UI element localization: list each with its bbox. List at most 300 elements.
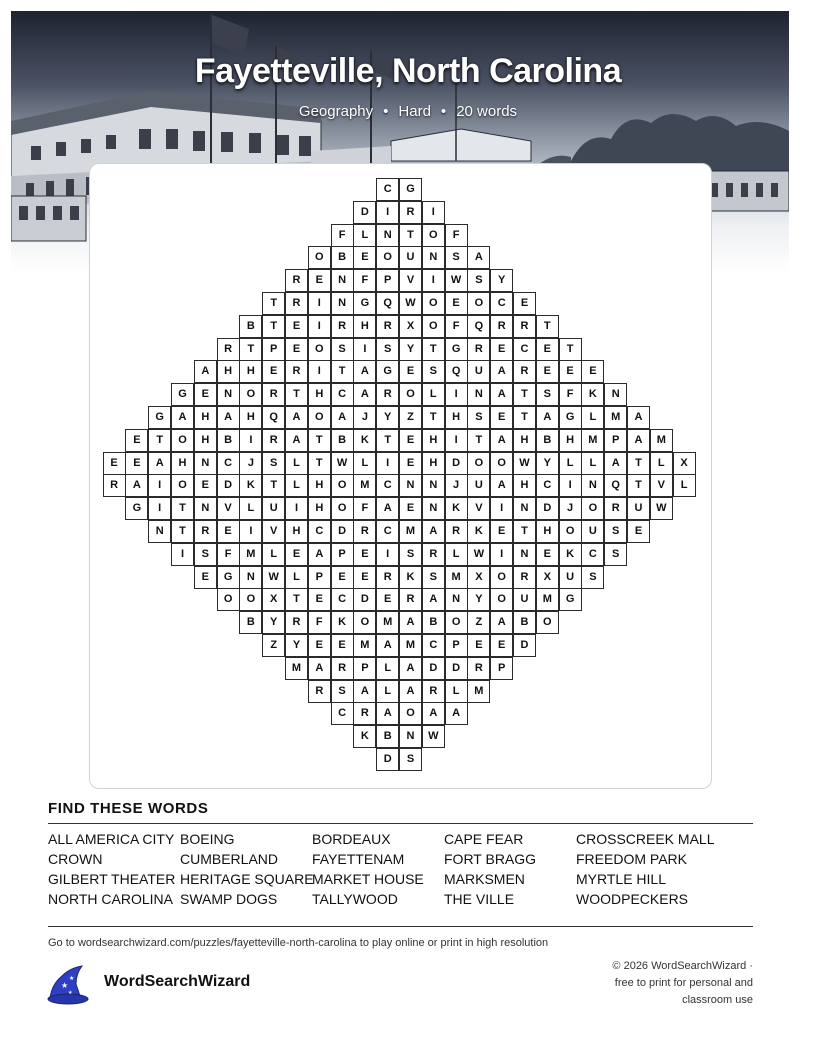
- grid-cell[interactable]: G: [217, 566, 240, 589]
- grid-cell[interactable]: E: [467, 634, 490, 657]
- grid-cell[interactable]: C: [331, 588, 354, 611]
- grid-cell[interactable]: E: [559, 360, 582, 383]
- grid-cell[interactable]: F: [445, 315, 468, 338]
- grid-cell[interactable]: U: [513, 588, 536, 611]
- grid-cell[interactable]: H: [536, 520, 559, 543]
- grid-cell[interactable]: C: [513, 338, 536, 361]
- grid-cell[interactable]: C: [331, 383, 354, 406]
- grid-cell[interactable]: R: [353, 520, 376, 543]
- grid-cell[interactable]: J: [353, 406, 376, 429]
- grid-cell[interactable]: A: [399, 680, 422, 703]
- grid-cell[interactable]: Y: [399, 338, 422, 361]
- grid-cell[interactable]: T: [171, 520, 194, 543]
- grid-cell[interactable]: O: [581, 497, 604, 520]
- grid-cell[interactable]: P: [308, 566, 331, 589]
- grid-cell[interactable]: W: [467, 543, 490, 566]
- grid-cell[interactable]: I: [376, 452, 399, 475]
- grid-cell[interactable]: K: [399, 566, 422, 589]
- grid-cell[interactable]: O: [217, 588, 240, 611]
- grid-cell[interactable]: I: [445, 429, 468, 452]
- grid-cell[interactable]: A: [285, 406, 308, 429]
- grid-cell[interactable]: I: [445, 383, 468, 406]
- grid-cell[interactable]: D: [353, 588, 376, 611]
- grid-cell[interactable]: G: [559, 588, 582, 611]
- grid-cell[interactable]: K: [581, 383, 604, 406]
- grid-cell[interactable]: N: [331, 292, 354, 315]
- grid-cell[interactable]: L: [262, 543, 285, 566]
- grid-cell[interactable]: E: [308, 634, 331, 657]
- grid-cell[interactable]: R: [285, 292, 308, 315]
- grid-cell[interactable]: N: [422, 474, 445, 497]
- grid-cell[interactable]: I: [308, 360, 331, 383]
- grid-cell[interactable]: A: [217, 406, 240, 429]
- grid-cell[interactable]: I: [376, 201, 399, 224]
- grid-cell[interactable]: U: [559, 566, 582, 589]
- grid-cell[interactable]: F: [331, 224, 354, 247]
- grid-cell[interactable]: X: [399, 315, 422, 338]
- grid-cell[interactable]: G: [171, 383, 194, 406]
- grid-cell[interactable]: T: [262, 315, 285, 338]
- grid-cell[interactable]: D: [331, 520, 354, 543]
- grid-cell[interactable]: Q: [467, 315, 490, 338]
- grid-cell[interactable]: S: [445, 246, 468, 269]
- grid-cell[interactable]: S: [331, 338, 354, 361]
- grid-cell[interactable]: E: [627, 520, 650, 543]
- grid-cell[interactable]: T: [627, 452, 650, 475]
- grid-cell[interactable]: W: [399, 292, 422, 315]
- grid-cell[interactable]: A: [422, 520, 445, 543]
- grid-cell[interactable]: T: [559, 338, 582, 361]
- grid-cell[interactable]: R: [490, 315, 513, 338]
- grid-cell[interactable]: C: [536, 474, 559, 497]
- grid-cell[interactable]: T: [627, 474, 650, 497]
- grid-cell[interactable]: E: [194, 474, 217, 497]
- grid-cell[interactable]: A: [399, 611, 422, 634]
- grid-cell[interactable]: R: [353, 702, 376, 725]
- grid-cell[interactable]: E: [285, 315, 308, 338]
- grid-cell[interactable]: L: [353, 224, 376, 247]
- grid-cell[interactable]: R: [331, 657, 354, 680]
- grid-cell[interactable]: J: [239, 452, 262, 475]
- grid-cell[interactable]: O: [171, 429, 194, 452]
- grid-cell[interactable]: M: [604, 406, 627, 429]
- grid-cell[interactable]: H: [239, 406, 262, 429]
- grid-cell[interactable]: H: [513, 474, 536, 497]
- grid-cell[interactable]: H: [422, 452, 445, 475]
- grid-cell[interactable]: R: [262, 383, 285, 406]
- grid-cell[interactable]: L: [559, 452, 582, 475]
- grid-cell[interactable]: E: [399, 497, 422, 520]
- grid-cell[interactable]: D: [353, 201, 376, 224]
- grid-cell[interactable]: L: [422, 383, 445, 406]
- grid-cell[interactable]: I: [376, 543, 399, 566]
- grid-cell[interactable]: I: [559, 474, 582, 497]
- grid-cell[interactable]: E: [399, 452, 422, 475]
- grid-cell[interactable]: A: [376, 702, 399, 725]
- grid-cell[interactable]: F: [353, 497, 376, 520]
- grid-cell[interactable]: I: [308, 315, 331, 338]
- grid-cell[interactable]: Y: [536, 452, 559, 475]
- grid-cell[interactable]: H: [194, 429, 217, 452]
- grid-cell[interactable]: M: [353, 634, 376, 657]
- grid-cell[interactable]: G: [399, 178, 422, 201]
- grid-cell[interactable]: R: [262, 429, 285, 452]
- grid-cell[interactable]: E: [399, 360, 422, 383]
- grid-cell[interactable]: C: [376, 520, 399, 543]
- grid-cell[interactable]: I: [308, 292, 331, 315]
- grid-cell[interactable]: T: [422, 338, 445, 361]
- grid-cell[interactable]: L: [650, 452, 673, 475]
- grid-cell[interactable]: T: [239, 338, 262, 361]
- grid-cell[interactable]: R: [194, 520, 217, 543]
- grid-cell[interactable]: B: [239, 611, 262, 634]
- grid-cell[interactable]: G: [376, 360, 399, 383]
- grid-cell[interactable]: H: [308, 383, 331, 406]
- grid-cell[interactable]: H: [171, 452, 194, 475]
- grid-cell[interactable]: E: [581, 360, 604, 383]
- grid-cell[interactable]: O: [536, 611, 559, 634]
- grid-cell[interactable]: T: [285, 588, 308, 611]
- grid-cell[interactable]: T: [308, 429, 331, 452]
- grid-cell[interactable]: D: [445, 657, 468, 680]
- grid-cell[interactable]: S: [467, 269, 490, 292]
- grid-cell[interactable]: T: [513, 520, 536, 543]
- grid-cell[interactable]: M: [399, 634, 422, 657]
- grid-cell[interactable]: K: [331, 611, 354, 634]
- grid-cell[interactable]: H: [422, 429, 445, 452]
- grid-cell[interactable]: R: [467, 338, 490, 361]
- grid-cell[interactable]: G: [125, 497, 148, 520]
- grid-cell[interactable]: X: [536, 566, 559, 589]
- grid-cell[interactable]: A: [194, 360, 217, 383]
- grid-cell[interactable]: N: [399, 474, 422, 497]
- grid-cell[interactable]: A: [627, 406, 650, 429]
- grid-cell[interactable]: A: [490, 360, 513, 383]
- grid-cell[interactable]: T: [285, 383, 308, 406]
- grid-cell[interactable]: E: [353, 566, 376, 589]
- grid-cell[interactable]: E: [445, 292, 468, 315]
- grid-cell[interactable]: U: [581, 520, 604, 543]
- grid-cell[interactable]: P: [445, 634, 468, 657]
- grid-cell[interactable]: E: [262, 360, 285, 383]
- grid-cell[interactable]: G: [445, 338, 468, 361]
- grid-cell[interactable]: Y: [376, 406, 399, 429]
- grid-cell[interactable]: P: [604, 429, 627, 452]
- grid-cell[interactable]: O: [239, 588, 262, 611]
- grid-cell[interactable]: D: [513, 634, 536, 657]
- grid-cell[interactable]: Q: [376, 292, 399, 315]
- grid-cell[interactable]: A: [399, 657, 422, 680]
- grid-cell[interactable]: S: [376, 338, 399, 361]
- grid-cell[interactable]: O: [308, 338, 331, 361]
- grid-cell[interactable]: C: [581, 543, 604, 566]
- grid-cell[interactable]: L: [673, 474, 696, 497]
- grid-cell[interactable]: E: [536, 338, 559, 361]
- grid-cell[interactable]: W: [331, 452, 354, 475]
- grid-cell[interactable]: W: [513, 452, 536, 475]
- grid-cell[interactable]: M: [239, 543, 262, 566]
- grid-cell[interactable]: O: [376, 246, 399, 269]
- grid-cell[interactable]: R: [308, 680, 331, 703]
- grid-cell[interactable]: U: [399, 246, 422, 269]
- grid-cell[interactable]: S: [536, 383, 559, 406]
- grid-cell[interactable]: A: [422, 702, 445, 725]
- grid-cell[interactable]: E: [194, 383, 217, 406]
- grid-cell[interactable]: R: [285, 360, 308, 383]
- grid-cell[interactable]: V: [399, 269, 422, 292]
- grid-cell[interactable]: O: [490, 566, 513, 589]
- grid-cell[interactable]: X: [262, 588, 285, 611]
- grid-cell[interactable]: O: [239, 383, 262, 406]
- grid-cell[interactable]: O: [353, 611, 376, 634]
- grid-cell[interactable]: O: [445, 611, 468, 634]
- grid-cell[interactable]: R: [513, 360, 536, 383]
- grid-cell[interactable]: A: [353, 383, 376, 406]
- grid-cell[interactable]: S: [262, 452, 285, 475]
- grid-cell[interactable]: U: [262, 497, 285, 520]
- grid-cell[interactable]: E: [194, 566, 217, 589]
- grid-cell[interactable]: S: [331, 680, 354, 703]
- grid-cell[interactable]: T: [467, 429, 490, 452]
- grid-cell[interactable]: A: [376, 634, 399, 657]
- grid-cell[interactable]: L: [445, 543, 468, 566]
- grid-cell[interactable]: L: [285, 452, 308, 475]
- grid-cell[interactable]: R: [285, 269, 308, 292]
- grid-cell[interactable]: S: [399, 748, 422, 771]
- grid-cell[interactable]: H: [217, 360, 240, 383]
- grid-cell[interactable]: I: [148, 474, 171, 497]
- grid-cell[interactable]: H: [239, 360, 262, 383]
- grid-cell[interactable]: L: [239, 497, 262, 520]
- grid-cell[interactable]: A: [490, 383, 513, 406]
- grid-cell[interactable]: X: [467, 566, 490, 589]
- grid-cell[interactable]: A: [171, 406, 194, 429]
- grid-cell[interactable]: V: [217, 497, 240, 520]
- grid-cell[interactable]: E: [536, 543, 559, 566]
- grid-cell[interactable]: N: [399, 725, 422, 748]
- grid-cell[interactable]: V: [262, 520, 285, 543]
- grid-cell[interactable]: E: [536, 360, 559, 383]
- grid-cell[interactable]: E: [490, 406, 513, 429]
- grid-cell[interactable]: A: [308, 657, 331, 680]
- grid-cell[interactable]: M: [650, 429, 673, 452]
- grid-cell[interactable]: D: [536, 497, 559, 520]
- grid-cell[interactable]: L: [445, 680, 468, 703]
- grid-cell[interactable]: R: [513, 566, 536, 589]
- grid-cell[interactable]: E: [490, 338, 513, 361]
- grid-cell[interactable]: N: [194, 452, 217, 475]
- grid-cell[interactable]: Y: [467, 588, 490, 611]
- grid-cell[interactable]: H: [445, 406, 468, 429]
- grid-cell[interactable]: G: [148, 406, 171, 429]
- grid-cell[interactable]: Z: [399, 406, 422, 429]
- grid-cell[interactable]: B: [331, 246, 354, 269]
- grid-cell[interactable]: D: [217, 474, 240, 497]
- grid-cell[interactable]: M: [467, 680, 490, 703]
- grid-cell[interactable]: K: [353, 429, 376, 452]
- grid-cell[interactable]: O: [308, 246, 331, 269]
- grid-cell[interactable]: O: [422, 292, 445, 315]
- grid-cell[interactable]: K: [239, 474, 262, 497]
- grid-cell[interactable]: R: [103, 474, 126, 497]
- grid-cell[interactable]: O: [422, 315, 445, 338]
- grid-cell[interactable]: G: [559, 406, 582, 429]
- grid-cell[interactable]: Y: [262, 611, 285, 634]
- grid-cell[interactable]: I: [422, 201, 445, 224]
- grid-cell[interactable]: L: [353, 452, 376, 475]
- grid-cell[interactable]: R: [467, 657, 490, 680]
- grid-cell[interactable]: W: [422, 725, 445, 748]
- grid-cell[interactable]: A: [376, 497, 399, 520]
- grid-cell[interactable]: H: [353, 315, 376, 338]
- grid-cell[interactable]: A: [490, 429, 513, 452]
- grid-cell[interactable]: O: [171, 474, 194, 497]
- grid-cell[interactable]: R: [422, 680, 445, 703]
- grid-cell[interactable]: N: [331, 269, 354, 292]
- grid-cell[interactable]: N: [513, 497, 536, 520]
- grid-cell[interactable]: C: [331, 702, 354, 725]
- grid-cell[interactable]: W: [650, 497, 673, 520]
- grid-cell[interactable]: I: [422, 269, 445, 292]
- grid-cell[interactable]: Y: [490, 269, 513, 292]
- grid-cell[interactable]: A: [353, 360, 376, 383]
- grid-cell[interactable]: S: [399, 543, 422, 566]
- grid-cell[interactable]: T: [262, 292, 285, 315]
- grid-cell[interactable]: E: [331, 566, 354, 589]
- grid-cell[interactable]: S: [467, 406, 490, 429]
- grid-cell[interactable]: S: [604, 543, 627, 566]
- grid-cell[interactable]: T: [331, 360, 354, 383]
- grid-cell[interactable]: A: [125, 474, 148, 497]
- grid-cell[interactable]: A: [490, 611, 513, 634]
- grid-cell[interactable]: C: [308, 520, 331, 543]
- grid-cell[interactable]: P: [490, 657, 513, 680]
- grid-cell[interactable]: B: [422, 611, 445, 634]
- grid-cell[interactable]: E: [125, 429, 148, 452]
- grid-cell[interactable]: N: [422, 497, 445, 520]
- grid-cell[interactable]: L: [285, 566, 308, 589]
- grid-cell[interactable]: O: [467, 292, 490, 315]
- grid-cell[interactable]: T: [376, 429, 399, 452]
- grid-cell[interactable]: M: [445, 566, 468, 589]
- grid-cell[interactable]: T: [422, 406, 445, 429]
- grid-cell[interactable]: T: [513, 406, 536, 429]
- grid-cell[interactable]: A: [445, 702, 468, 725]
- grid-cell[interactable]: B: [331, 429, 354, 452]
- grid-cell[interactable]: I: [353, 338, 376, 361]
- grid-cell[interactable]: I: [148, 497, 171, 520]
- grid-cell[interactable]: E: [125, 452, 148, 475]
- grid-cell[interactable]: C: [376, 474, 399, 497]
- grid-cell[interactable]: A: [467, 246, 490, 269]
- grid-cell[interactable]: R: [376, 566, 399, 589]
- grid-cell[interactable]: B: [217, 429, 240, 452]
- grid-cell[interactable]: F: [353, 269, 376, 292]
- grid-cell[interactable]: A: [604, 452, 627, 475]
- grid-cell[interactable]: R: [604, 497, 627, 520]
- grid-cell[interactable]: Q: [262, 406, 285, 429]
- grid-cell[interactable]: K: [445, 497, 468, 520]
- grid-cell[interactable]: T: [399, 224, 422, 247]
- grid-cell[interactable]: P: [353, 657, 376, 680]
- grid-cell[interactable]: C: [490, 292, 513, 315]
- grid-cell[interactable]: L: [376, 680, 399, 703]
- grid-cell[interactable]: F: [308, 611, 331, 634]
- grid-cell[interactable]: I: [239, 520, 262, 543]
- grid-cell[interactable]: P: [262, 338, 285, 361]
- grid-cell[interactable]: R: [399, 588, 422, 611]
- grid-cell[interactable]: A: [331, 406, 354, 429]
- grid-cell[interactable]: S: [604, 520, 627, 543]
- grid-cell[interactable]: F: [559, 383, 582, 406]
- grid-cell[interactable]: T: [308, 452, 331, 475]
- grid-cell[interactable]: B: [536, 429, 559, 452]
- grid-cell[interactable]: C: [376, 178, 399, 201]
- grid-cell[interactable]: T: [148, 429, 171, 452]
- grid-cell[interactable]: E: [285, 543, 308, 566]
- grid-cell[interactable]: N: [445, 588, 468, 611]
- grid-cell[interactable]: H: [559, 429, 582, 452]
- grid-cell[interactable]: M: [353, 474, 376, 497]
- grid-cell[interactable]: O: [399, 702, 422, 725]
- grid-cell[interactable]: S: [194, 543, 217, 566]
- grid-cell[interactable]: E: [285, 338, 308, 361]
- grid-cell[interactable]: I: [285, 497, 308, 520]
- grid-cell[interactable]: A: [285, 429, 308, 452]
- grid-cell[interactable]: Z: [262, 634, 285, 657]
- grid-cell[interactable]: L: [285, 474, 308, 497]
- grid-cell[interactable]: O: [422, 224, 445, 247]
- grid-cell[interactable]: O: [331, 474, 354, 497]
- grid-cell[interactable]: N: [604, 383, 627, 406]
- grid-cell[interactable]: D: [422, 657, 445, 680]
- grid-cell[interactable]: U: [467, 474, 490, 497]
- grid-cell[interactable]: U: [467, 360, 490, 383]
- grid-cell[interactable]: L: [376, 657, 399, 680]
- grid-cell[interactable]: M: [581, 429, 604, 452]
- grid-cell[interactable]: A: [148, 452, 171, 475]
- grid-cell[interactable]: R: [331, 315, 354, 338]
- grid-cell[interactable]: T: [513, 383, 536, 406]
- grid-cell[interactable]: C: [217, 452, 240, 475]
- grid-cell[interactable]: D: [376, 748, 399, 771]
- grid-cell[interactable]: H: [513, 429, 536, 452]
- grid-cell[interactable]: R: [376, 383, 399, 406]
- grid-cell[interactable]: I: [239, 429, 262, 452]
- grid-cell[interactable]: N: [217, 383, 240, 406]
- grid-cell[interactable]: M: [536, 588, 559, 611]
- grid-cell[interactable]: O: [490, 588, 513, 611]
- grid-cell[interactable]: N: [422, 246, 445, 269]
- grid-cell[interactable]: V: [650, 474, 673, 497]
- grid-cell[interactable]: E: [217, 520, 240, 543]
- grid-cell[interactable]: I: [171, 543, 194, 566]
- grid-cell[interactable]: N: [239, 566, 262, 589]
- grid-cell[interactable]: R: [422, 543, 445, 566]
- grid-cell[interactable]: O: [490, 452, 513, 475]
- grid-cell[interactable]: N: [376, 224, 399, 247]
- grid-cell[interactable]: B: [239, 315, 262, 338]
- grid-cell[interactable]: Q: [445, 360, 468, 383]
- grid-cell[interactable]: E: [376, 588, 399, 611]
- grid-cell[interactable]: E: [399, 429, 422, 452]
- grid-cell[interactable]: M: [399, 520, 422, 543]
- grid-cell[interactable]: L: [581, 406, 604, 429]
- grid-cell[interactable]: N: [467, 383, 490, 406]
- grid-cell[interactable]: E: [308, 588, 331, 611]
- grid-cell[interactable]: E: [308, 269, 331, 292]
- grid-cell[interactable]: I: [490, 543, 513, 566]
